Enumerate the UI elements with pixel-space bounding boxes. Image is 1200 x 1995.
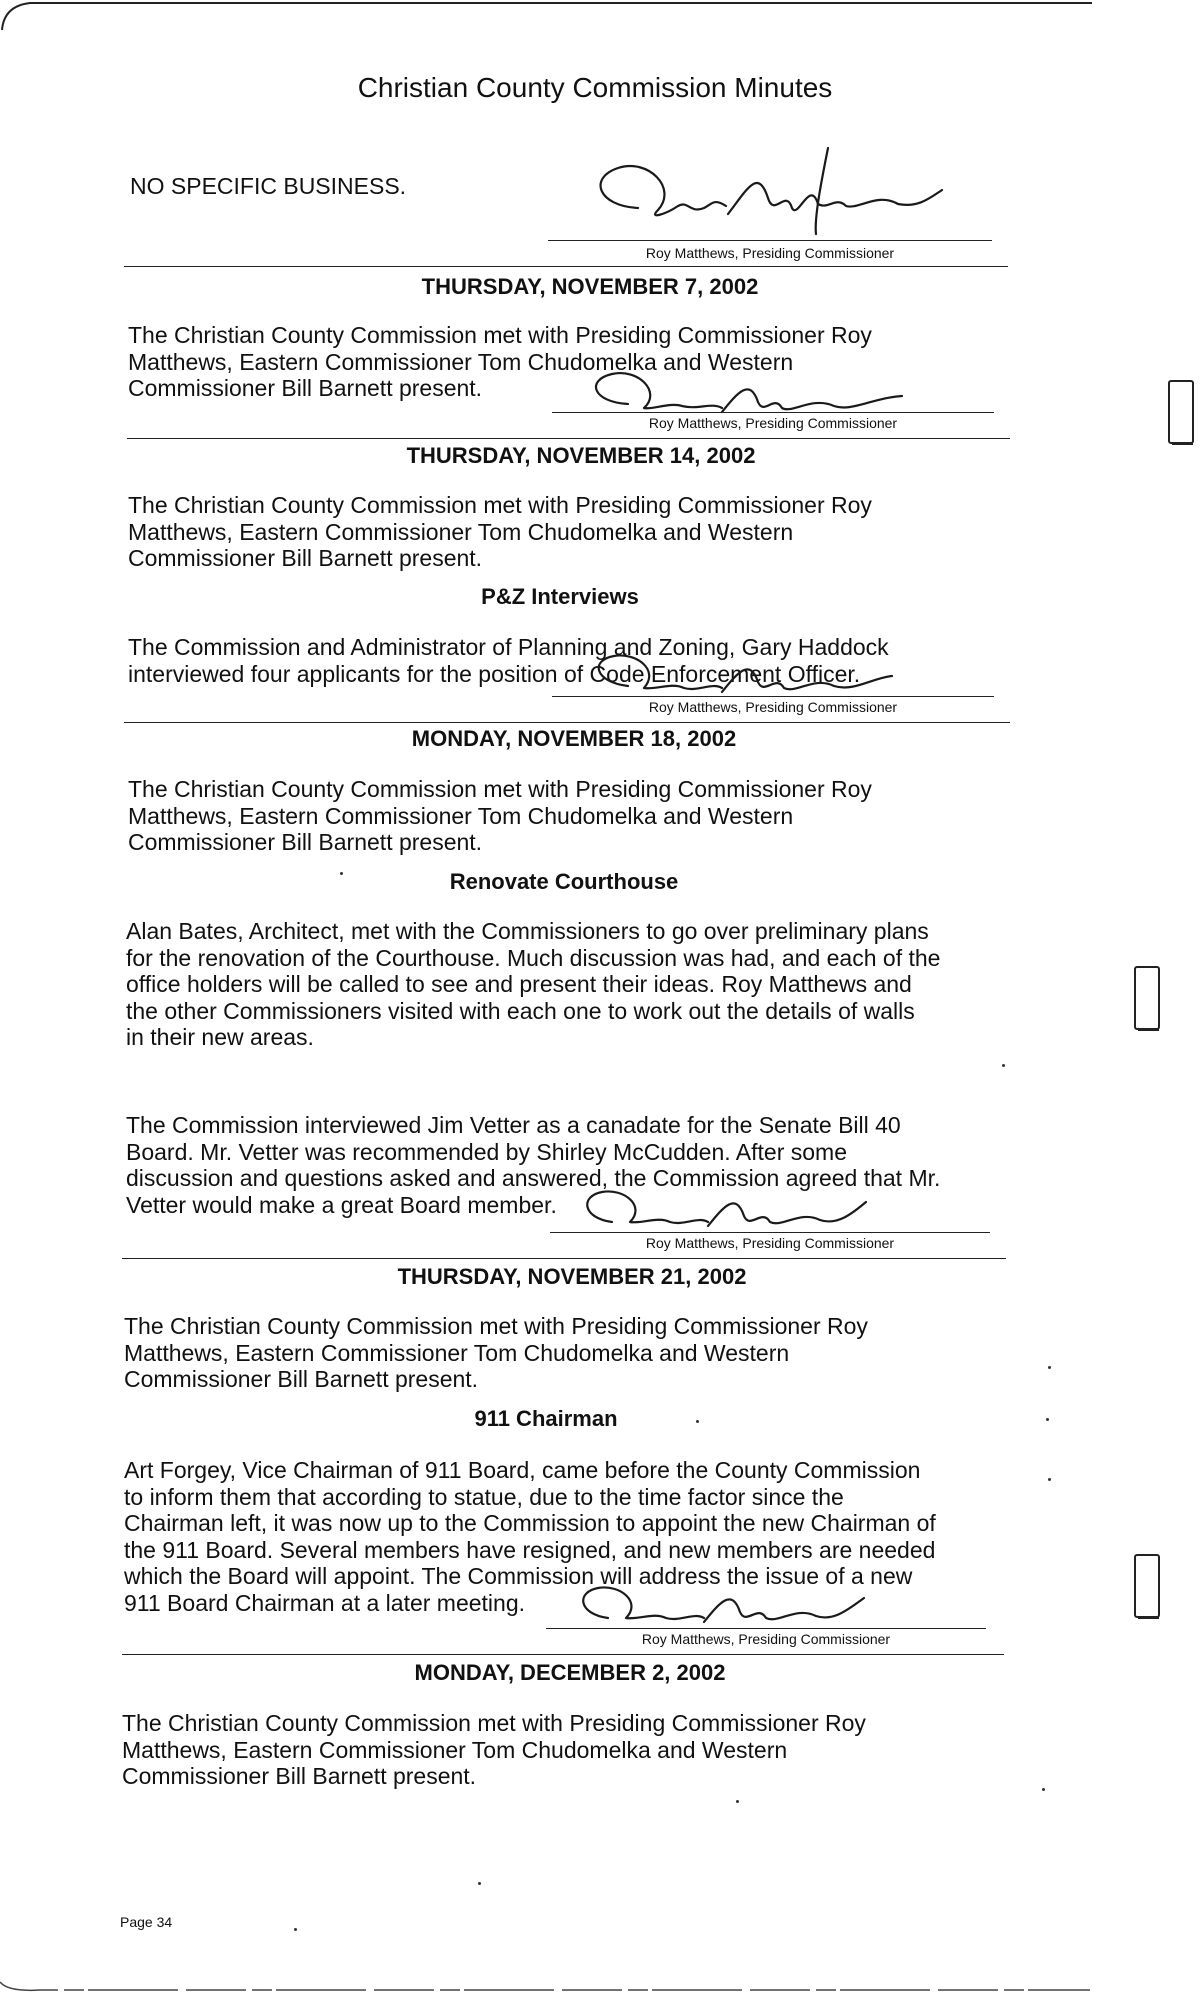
signature-caption: Roy Matthews, Presiding Commissioner	[648, 415, 898, 431]
signature-image	[558, 1570, 918, 1630]
agenda-body: The Commission interviewed Jim Vetter as a canadate for the Senate Bill 40 Board. Mr. Vetter was recommended by Shirley McCudden. After some discussion and questions asked and answered, the Commission agreed that Mr. Vetter would make a great Board member.	[126, 1112, 941, 1218]
signature-line	[548, 240, 992, 241]
scan-speck	[1048, 1478, 1051, 1481]
attendance-text: The Christian County Commission met with Presiding Commissioner Roy Matthews, Eastern Commissioner Tom Chudomelka and Western Commissioner Bill Barnett present.	[128, 776, 872, 855]
section-divider	[124, 722, 1010, 723]
attendance-text: The Christian County Commission met with Presiding Commissioner Roy Matthews, Eastern Commissioner Tom Chudomelka and Western Commissioner Bill Barnett present.	[128, 492, 872, 571]
scan-speck	[696, 1420, 699, 1423]
agenda-body: Art Forgey, Vice Chairman of 911 Board, came before the County Commission to inform them that according to statue, due to the time factor since the Chairman left, it was now up to the Commission to appoint the new Chairman of the 911 Board. Several members have resigned, and new members are needed which the Board will appoint. The Commission will address the issue of a new 911 Board Chairman at a later meeting.	[124, 1457, 936, 1616]
meeting-date: THURSDAY, NOVEMBER 14, 2002	[406, 443, 756, 468]
signature-image	[572, 640, 932, 700]
signature-block	[552, 362, 1012, 434]
opening-text: NO SPECIFIC BUSINESS.	[130, 173, 407, 199]
signature-block	[548, 148, 1008, 266]
scan-speck	[478, 1882, 481, 1885]
attendance-text: The Christian County Commission met with Presiding Commissioner Roy Matthews, Eastern Commissioner Tom Chudomelka and Western Commissioner Bill Barnett present.	[122, 1710, 866, 1789]
signature-line	[552, 412, 994, 413]
attendance-text: The Christian County Commission met with Presiding Commissioner Roy Matthews, Eastern Commissioner Tom Chudomelka and Western Commissioner Bill Barnett present.	[124, 1313, 868, 1392]
signature-image	[578, 148, 958, 238]
signature-caption: Roy Matthews, Presiding Commissioner	[648, 699, 898, 715]
scan-speck	[1042, 1788, 1045, 1791]
scan-speck	[294, 1928, 297, 1931]
signature-image	[562, 1172, 922, 1232]
signature-line	[546, 1628, 986, 1629]
signature-line	[552, 696, 994, 697]
meeting-date: MONDAY, DECEMBER 2, 2002	[414, 1660, 726, 1685]
agenda-heading: Renovate Courthouse	[449, 869, 679, 894]
scan-speck	[1002, 1064, 1005, 1067]
agenda-body: The Commission and Administrator of Planning and Zoning, Gary Haddock interviewed four applicants for the position of Code Enforcement Officer.	[128, 634, 889, 687]
section-divider	[122, 1654, 1004, 1655]
signature-block	[546, 1570, 1006, 1650]
section-divider	[124, 266, 1008, 267]
meeting-date: THURSDAY, NOVEMBER 21, 2002	[397, 1264, 747, 1289]
signature-caption: Roy Matthews, Presiding Commissioner	[645, 245, 895, 261]
agenda-body: Alan Bates, Architect, met with the Commissioners to go over preliminary plans for the renovation of the Courthouse. Much discussion was had, and each of the office holders will be called to see and present their ideas. Roy Matthews and the other Commissioners visited with each one to work out the details of walls in their new areas.	[126, 918, 941, 1050]
attendance-text: The Christian County Commission met with Presiding Commissioner Roy Matthews, Eastern Commissioner Tom Chudomelka and Western Commissioner Bill Barnett present.	[128, 322, 872, 401]
binder-clip	[1134, 1554, 1160, 1618]
document-title: Christian County Commission Minutes	[357, 72, 833, 103]
scan-speck	[1048, 1366, 1051, 1369]
scan-speck	[736, 1800, 739, 1803]
binder-clip	[1168, 380, 1194, 444]
meeting-date: THURSDAY, NOVEMBER 7, 2002	[421, 274, 759, 299]
meeting-date: MONDAY, NOVEMBER 18, 2002	[411, 726, 737, 751]
scan-speck	[340, 872, 343, 875]
signature-image	[572, 362, 932, 422]
agenda-heading: 911 Chairman	[474, 1406, 618, 1431]
scan-speck	[1046, 1418, 1049, 1421]
binder-clip	[1134, 966, 1160, 1030]
section-divider	[127, 438, 1010, 439]
section-divider	[122, 1258, 1006, 1259]
signature-block	[550, 1172, 1010, 1252]
signature-line	[550, 1232, 990, 1233]
signature-block	[552, 640, 1012, 720]
page-number: Page 34	[120, 1914, 173, 1930]
signature-caption: Roy Matthews, Presiding Commissioner	[641, 1631, 891, 1647]
signature-caption: Roy Matthews, Presiding Commissioner	[645, 1235, 895, 1251]
agenda-heading: P&Z Interviews	[481, 584, 639, 609]
